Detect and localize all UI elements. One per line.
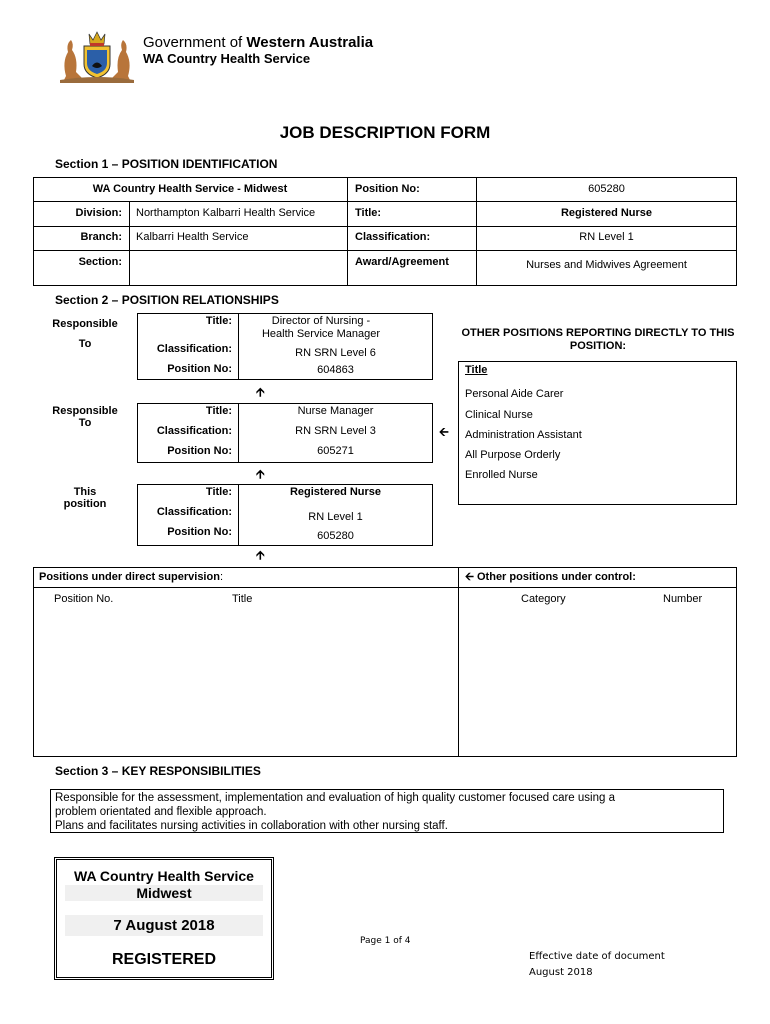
direct-supervision-label: Positions under direct supervision: <box>39 571 223 583</box>
up-arrow-icon: 🡩 <box>256 467 265 481</box>
box3-title-value: Registered Nurse <box>289 486 382 498</box>
other-control-label: 🡨 Other positions under control: <box>465 571 636 583</box>
box3-posno-label: Position No: <box>167 526 232 538</box>
title-value: Registered Nurse <box>560 207 653 219</box>
box1-title-label: Title: <box>205 315 232 327</box>
responsible-to-label-2b: To <box>78 417 92 429</box>
form-title: JOB DESCRIPTION FORM <box>279 123 491 142</box>
stamp-status: REGISTERED <box>111 951 216 968</box>
other-positions-heading: OTHER POSITIONS REPORTING DIRECTLY TO THIS POSITION: <box>461 327 735 352</box>
title-label: Title: <box>355 207 382 219</box>
box1-class-value: RN SRN Level 6 <box>295 347 376 359</box>
branch-label: Branch: <box>80 231 122 243</box>
this-position-label: This <box>73 486 97 498</box>
this-position-label-b: position <box>63 498 107 510</box>
box3-title-label: Title: <box>205 486 232 498</box>
other-position-item: Enrolled Nurse <box>465 469 538 481</box>
col-category: Category <box>521 593 566 605</box>
box2-class-value: RN SRN Level 3 <box>295 425 376 437</box>
effective-date-label: Effective date of document <box>529 951 665 962</box>
effective-date-value: August 2018 <box>529 967 593 978</box>
position-no-label: Position No: <box>355 183 420 195</box>
branch-value: Kalbarri Health Service <box>136 231 249 243</box>
section2-heading: Section 2 – POSITION RELATIONSHIPS <box>55 293 279 307</box>
award-value: Nurses and Midwives Agreement <box>526 259 687 271</box>
section-label: Section: <box>78 256 122 268</box>
position-no-value: 605280 <box>588 183 625 195</box>
other-position-item: Clinical Nurse <box>465 409 533 421</box>
col-number: Number <box>663 593 703 605</box>
stamp-date: 7 August 2018 <box>65 915 263 936</box>
box2-posno-label: Position No: <box>167 445 232 457</box>
responsible-to-label-1b: To <box>78 338 92 350</box>
registered-stamp <box>54 857 274 980</box>
up-arrow-icon: 🡩 <box>256 548 265 562</box>
division-value: Northampton Kalbarri Health Service <box>136 207 316 219</box>
classification-value: RN Level 1 <box>579 231 634 243</box>
box1-posno-value: 604863 <box>317 364 354 376</box>
responsibility-line: problem orientated and flexible approach. <box>55 806 267 818</box>
box3-class-label: Classification: <box>156 506 232 518</box>
col-position-no: Position No. <box>54 593 114 605</box>
box1-posno-label: Position No: <box>167 363 232 375</box>
up-arrow-icon: 🡩 <box>256 385 265 399</box>
left-arrow-icon: 🡨 <box>465 571 474 583</box>
award-label: Award/Agreement <box>355 256 449 268</box>
left-arrow-icon: 🡨 <box>439 425 449 439</box>
org-name: WA Country Health Service - Midwest <box>92 183 288 195</box>
other-title-label: Title <box>465 364 488 376</box>
supervision-table <box>33 567 737 757</box>
responsibility-line: Responsible for the assessment, implementation and evaluation of high quality customer focused care using a <box>55 792 615 804</box>
box3-posno-value: 605280 <box>317 530 354 542</box>
box2-posno-value: 605271 <box>317 445 354 457</box>
section1-heading: Section 1 – POSITION IDENTIFICATION <box>55 157 278 171</box>
government-title: Government of Western Australia <box>143 34 374 51</box>
box1-title-value: Director of Nursing - Health Service Manager <box>261 315 380 340</box>
page-number: Page 1 of 4 <box>360 936 411 946</box>
section3-heading: Section 3 – KEY RESPONSIBILITIES <box>55 764 261 778</box>
other-position-item: Personal Aide Carer <box>465 388 564 400</box>
box3-class-value: RN Level 1 <box>308 511 363 523</box>
stamp-org: WA Country Health Service <box>74 868 254 884</box>
box2-title-label: Title: <box>205 405 232 417</box>
col-title: Title <box>232 593 253 605</box>
service-name: WA Country Health Service <box>143 51 311 66</box>
box2-class-label: Classification: <box>156 425 232 437</box>
responsible-to-label-1: Responsible <box>52 318 118 330</box>
stamp-region: Midwest <box>65 885 263 901</box>
responsible-to-label-2: Responsible <box>52 405 118 417</box>
other-position-item: Administration Assistant <box>465 429 582 441</box>
classification-label: Classification: <box>355 231 431 243</box>
box1-class-label: Classification: <box>156 343 232 355</box>
coat-of-arms-logo <box>56 26 138 84</box>
other-position-item: All Purpose Orderly <box>465 449 561 461</box>
box2-title-value: Nurse Manager <box>297 405 374 417</box>
responsibility-line: Plans and facilitates nursing activities in collaboration with other nursing staff. <box>55 820 448 832</box>
division-label: Division: <box>75 207 122 219</box>
